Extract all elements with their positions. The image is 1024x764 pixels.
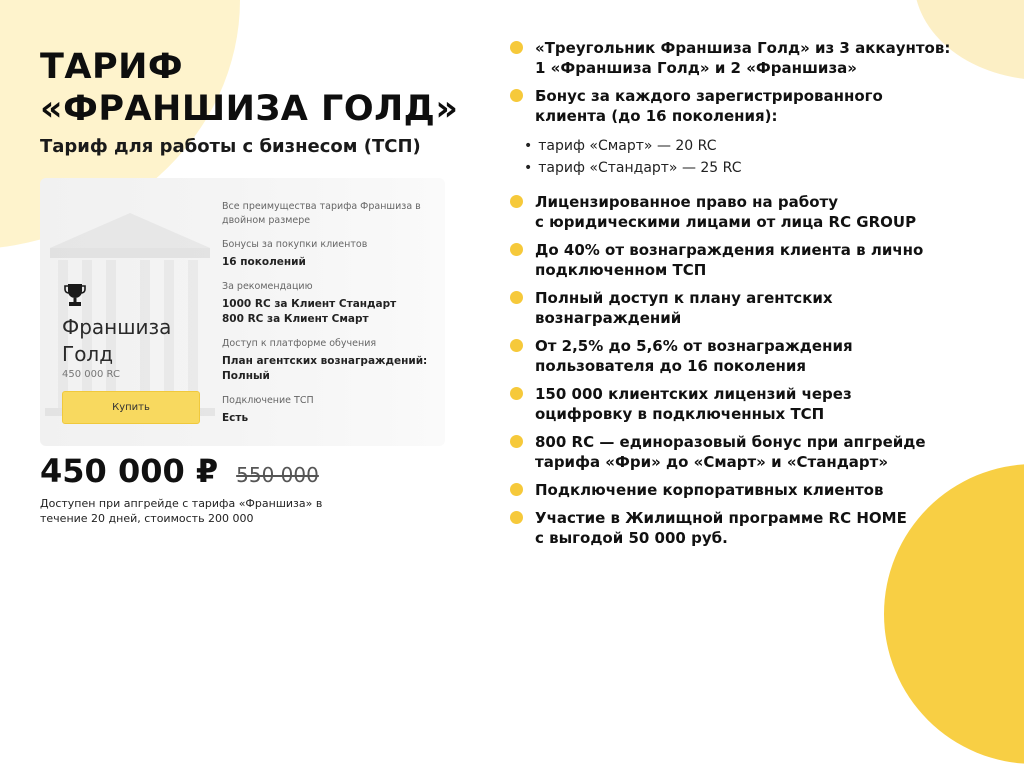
- feature-value: 16 поколений: [222, 256, 306, 268]
- bonus-sublist: [510, 138, 980, 176]
- benefit-text: До 40% от вознаграждения клиента в лично подключенном ТСП: [535, 241, 924, 279]
- bullet-icon: [510, 41, 523, 54]
- feature-label: Доступ к платформе обучения: [222, 338, 377, 349]
- benefit-text: Бонус за каждого зарегистрированного клиента (до 16 поколения):: [535, 87, 883, 125]
- sublist-item: [524, 138, 980, 154]
- benefit-item: [510, 288, 980, 328]
- small-bullet-icon: •: [524, 138, 533, 154]
- price-old: 550 000: [236, 463, 319, 487]
- feature-label: Все преимущества тарифа Франшиза в двойном размере: [222, 201, 421, 226]
- sublist-item: [524, 160, 980, 176]
- title-line-2: «ФРАНШИЗА ГОЛД»: [40, 89, 459, 129]
- buy-button[interactable]: Купить: [62, 391, 200, 424]
- feature-item: [222, 200, 437, 228]
- sublist-text: тариф «Стандарт» — 25 RC: [538, 160, 742, 176]
- feature-item: [222, 337, 437, 384]
- feature-label: За рекомендацию: [222, 281, 313, 292]
- benefit-item: [510, 508, 980, 548]
- feature-value: План агентских вознаграждений: Полный: [222, 355, 428, 382]
- benefit-text: 800 RC — единоразовый бонус при апгрейде тарифа «Фри» до «Смарт» и «Стандарт»: [535, 433, 926, 471]
- plan-price: 450 000 RC: [62, 369, 120, 380]
- feature-item: [222, 280, 437, 327]
- bullet-icon: [510, 291, 523, 304]
- bullet-icon: [510, 243, 523, 256]
- building-image: [40, 208, 215, 418]
- bullet-icon: [510, 339, 523, 352]
- bullet-icon: [510, 435, 523, 448]
- bullet-icon: [510, 387, 523, 400]
- bullet-icon: [510, 195, 523, 208]
- feature-list: [222, 200, 437, 436]
- tariff-card: [40, 178, 445, 446]
- bullet-icon: [510, 483, 523, 496]
- feature-label: Подключение ТСП: [222, 395, 314, 406]
- sublist-text: тариф «Смарт» — 20 RC: [538, 138, 717, 154]
- benefits-list: [510, 38, 980, 556]
- bullet-icon: [510, 511, 523, 524]
- page-title: [40, 46, 460, 130]
- tariff-header: [40, 46, 460, 157]
- benefit-item: [510, 192, 980, 232]
- upgrade-note: Доступен при апгрейде с тарифа «Франшиза» в течение 20 дней, стоимость 200 000: [40, 497, 323, 525]
- bullet-icon: [510, 89, 523, 102]
- benefit-item: [510, 384, 980, 424]
- benefit-text: Участие в Жилищной программе RC HOME с выгодой 50 000 руб.: [535, 509, 907, 547]
- benefit-item: [510, 480, 980, 500]
- benefit-item: [510, 336, 980, 376]
- benefit-text: Полный доступ к плану агентских вознаграждений: [535, 289, 833, 327]
- price-row: [40, 452, 319, 490]
- plan-name: Франшиза Голд: [62, 315, 172, 366]
- feature-value: 1000 RC за Клиент Стандарт 800 RC за Клиент Смарт: [222, 298, 397, 325]
- benefit-item: [510, 240, 980, 280]
- feature-item: [222, 394, 437, 426]
- page-subtitle: Тариф для работы с бизнесом (ТСП): [40, 136, 421, 157]
- benefit-item: [510, 432, 980, 472]
- benefit-text: «Треугольник Франшиза Голд» из 3 аккаунтов: 1 «Франшиза Голд» и 2 «Франшиза»: [535, 39, 951, 77]
- small-bullet-icon: •: [524, 160, 533, 176]
- benefit-item: [510, 38, 980, 78]
- benefit-text: Лицензированное право на работу с юридическими лицами от лица RC GROUP: [535, 193, 917, 231]
- price-new: 450 000 ₽: [40, 452, 219, 490]
- benefit-text: 150 000 клиентских лицензий через оцифровку в подключенных ТСП: [535, 385, 852, 423]
- feature-value: Есть: [222, 412, 249, 424]
- title-line-1: ТАРИФ: [40, 47, 184, 87]
- benefit-item: [510, 86, 980, 126]
- feature-label: Бонусы за покупки клиентов: [222, 239, 368, 250]
- benefit-text: От 2,5% до 5,6% от вознаграждения пользователя до 16 поколения: [535, 337, 853, 375]
- trophy-icon: [64, 282, 86, 308]
- benefit-text: Подключение корпоративных клиентов: [535, 481, 884, 499]
- feature-item: [222, 238, 437, 270]
